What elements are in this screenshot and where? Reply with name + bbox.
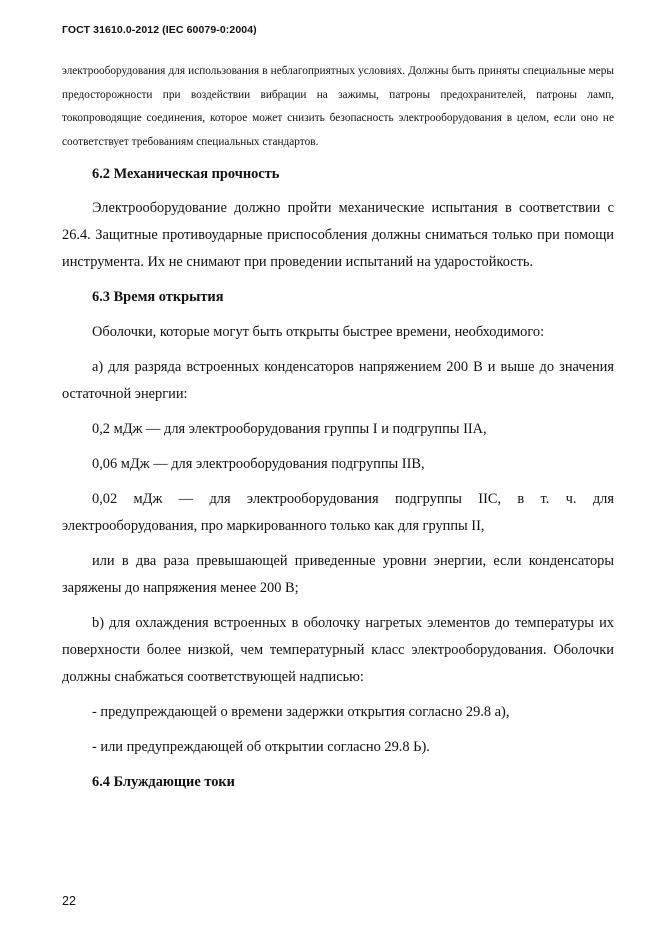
page-content — [62, 60, 614, 796]
energy-level-2: 0,06 мДж — для электрооборудования подгруппы IIB, — [92, 456, 425, 472]
section-6-3-item-a: а) для разряда встроенных конденсаторов напряжением 200 В и выше до значения остаточной энергии: — [62, 359, 614, 402]
page-number: 22 — [62, 894, 76, 908]
energy-level-3: 0,02 мДж — для электрооборудования подгруппы IIC, в т. ч. для электрооборудования, про маркированного только как для группы II, — [62, 491, 614, 534]
section-6-3-lead: Оболочки, которые могут быть открыты быстрее времени, необходимого: — [92, 324, 545, 340]
energy-level-4: или в два раза превышающей приведенные уровни энергии, если конденсаторы заряжены до напряжения менее 200 В; — [62, 553, 614, 596]
section-6-3-item-b: b) для охлаждения встроенных в оболочку нагретых элементов до температуры их поверхности более низкой, чем температурный класс электрооборудования. Оболочки должны снабжаться соответствующей надписью: — [62, 615, 614, 685]
energy-level-1: 0,2 мДж — для электрооборудования группы I и подгруппы IIA, — [92, 421, 487, 437]
bullet-item-2: - или предупреждающей об открытии согласно 29.8 Ь). — [92, 739, 430, 755]
section-6-2-text: Электрооборудование должно пройти механические испытания в соответствии с 26.4. Защитные противоударные приспособления должны сниматься только при помощи инструмента. Их не снимают при проведении испытаний на ударостойкость. — [62, 200, 614, 270]
bullet-item-1: - предупреждающей о времени задержки открытия согласно 29.8 а), — [92, 704, 510, 720]
section-6-2-title: 6.2 Механическая прочность — [92, 166, 280, 182]
section-6-4-title: 6.4 Блуждающие токи — [92, 774, 235, 790]
section-6-3-title: 6.3 Время открытия — [92, 289, 224, 305]
document-header: ГОСТ 31610.0-2012 (IEC 60079-0:2004) — [62, 24, 257, 36]
intro-paragraph: электрооборудования для использования в неблагоприятных условиях. Должны быть приняты специальные меры предосторожности при воздействии вибрации на зажимы, патроны предохранителей, патроны ламп, токопроводящие соединения, которое может снизить безопасность электрооборудования в целом, если оно не соответствует требованиям специальных стандартов. — [62, 65, 614, 148]
